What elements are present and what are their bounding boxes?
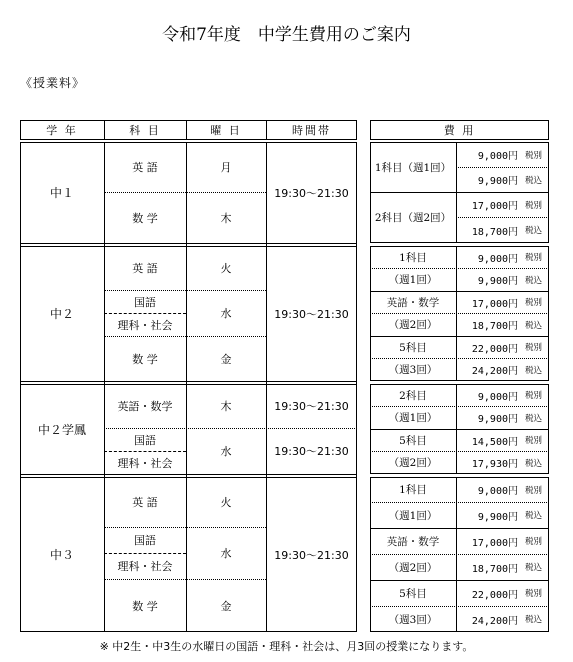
fee-plan-label: 5科目	[399, 341, 427, 354]
price-incl: 24,200円	[471, 615, 518, 627]
price-excl: 9,000円	[477, 486, 518, 497]
subject-cell: 数 学	[132, 599, 158, 613]
price-excl: 22,000円	[471, 589, 518, 601]
fee-plan-label: 英語・数学	[386, 535, 440, 548]
fee-plan-label: 5科目	[399, 434, 427, 447]
day-cell: 月	[220, 161, 232, 174]
time-range: 19:30～21:30	[274, 400, 349, 413]
day-cell: 火	[220, 262, 232, 275]
price-incl: 18,700円	[471, 226, 518, 238]
tax-excl-label: 税別	[524, 253, 542, 263]
tax-incl-label: 税込	[524, 563, 542, 573]
day-cell: 金	[220, 352, 232, 366]
price-excl: 22,000円	[471, 343, 518, 355]
fee-plan-freq: （週3回）	[388, 364, 438, 376]
grade-name: 中３	[49, 548, 74, 562]
tax-incl-label: 税込	[524, 320, 542, 331]
time-range: 19:30～21:30	[274, 186, 349, 200]
tax-excl-label: 税別	[524, 200, 542, 211]
tax-excl-label: 税別	[524, 589, 542, 599]
time-header: 時間帯	[292, 124, 331, 137]
subject-cell: 国語	[134, 534, 156, 547]
price-excl: 17,000円	[471, 298, 518, 310]
tax-incl-label: 税込	[524, 226, 542, 236]
day-cell: 水	[220, 445, 232, 458]
subject-cell: 国語	[134, 295, 156, 309]
day-cell: 火	[220, 496, 232, 509]
price-excl: 9,000円	[477, 253, 518, 265]
subject-cell: 英 語	[132, 496, 158, 509]
time-range: 19:30～21:30	[274, 445, 349, 458]
price-incl: 9,900円	[477, 176, 518, 187]
price-incl: 18,700円	[471, 563, 518, 575]
subject-cell: 数 学	[132, 352, 158, 366]
fee-plan-label: 2科目	[399, 389, 427, 402]
footnote: ※ 中2生・中3生の水曜日の国語・理科・社会は、月3回の授業になります。	[99, 640, 474, 653]
fee-plan-label: 5科目	[399, 587, 427, 600]
subject-header: 科 目	[129, 124, 161, 137]
subject-cell: 理科・社会	[117, 560, 173, 573]
section-label: 《授業料》	[20, 76, 86, 90]
tax-incl-label: 税込	[524, 511, 542, 521]
tax-excl-label: 税別	[524, 485, 542, 496]
fee-plan-label: 1科目	[399, 484, 427, 496]
subject-cell: 国語	[134, 433, 156, 447]
price-excl: 17,000円	[471, 201, 518, 212]
fee-plan-freq: （週1回）	[388, 412, 438, 424]
price-incl: 9,900円	[477, 414, 518, 425]
price-incl: 18,700円	[471, 321, 518, 332]
tax-incl-label: 税込	[524, 365, 542, 376]
subject-cell: 英語・数学	[117, 400, 173, 413]
price-excl: 9,000円	[477, 151, 518, 162]
page-title: 令和7年度 中学生費用のご案内	[162, 25, 411, 45]
tax-excl-label: 税別	[524, 298, 542, 308]
fee-plan-label: 1科目	[399, 251, 427, 264]
price-incl: 24,200円	[471, 366, 518, 377]
price-excl: 14,500円	[471, 436, 518, 448]
fee-plan-label: 2科目（週2回）	[374, 212, 452, 224]
grade-name: 中１	[49, 186, 74, 200]
fee-plan-freq: （週1回）	[388, 509, 438, 522]
time-range: 19:30～21:30	[274, 548, 349, 562]
subject-cell: 理科・社会	[117, 456, 173, 470]
price-incl: 9,900円	[477, 511, 518, 523]
tax-incl-label: 税込	[524, 458, 542, 469]
day-cell: 木	[220, 400, 232, 413]
fee-plan-freq: （週2回）	[388, 319, 438, 331]
tax-incl-label: 税込	[524, 275, 542, 286]
day-cell: 水	[220, 547, 232, 560]
tax-excl-label: 税別	[524, 150, 542, 161]
fee-plan-freq: （週3回）	[388, 613, 438, 626]
tax-excl-label: 税別	[524, 436, 542, 446]
day-cell: 金	[220, 599, 232, 613]
fee-plan-label: 1科目（週1回）	[374, 161, 452, 174]
fee-plan-freq: （週2回）	[388, 457, 438, 469]
subject-cell: 英 語	[132, 161, 158, 174]
subject-cell: 英 語	[132, 262, 158, 275]
grade-name: 中２学鳳	[37, 422, 86, 437]
tax-excl-label: 税別	[524, 391, 542, 401]
fee-plan-label: 英語・数学	[386, 296, 440, 309]
subject-cell: 理科・社会	[117, 318, 173, 332]
grade-name: 中２	[49, 307, 74, 321]
fee-header: 費 用	[443, 124, 476, 137]
price-incl: 9,900円	[477, 276, 518, 287]
tax-excl-label: 税別	[524, 537, 542, 547]
tax-incl-label: 税込	[524, 413, 542, 424]
time-range: 19:30～21:30	[274, 307, 349, 321]
day-cell: 木	[220, 211, 232, 225]
tax-incl-label: 税込	[524, 175, 542, 186]
fee-plan-freq: （週2回）	[388, 561, 438, 574]
subject-cell: 数 学	[132, 211, 158, 225]
price-excl: 9,000円	[477, 391, 518, 403]
price-incl: 17,930円	[471, 459, 518, 470]
day-cell: 水	[220, 307, 232, 320]
price-excl: 17,000円	[471, 537, 518, 549]
tax-incl-label: 税込	[524, 615, 542, 625]
fee-plan-freq: （週1回）	[388, 274, 438, 286]
grade-header: 学 年	[46, 124, 78, 137]
day-header: 曜 日	[210, 124, 242, 137]
tax-excl-label: 税別	[524, 343, 542, 353]
